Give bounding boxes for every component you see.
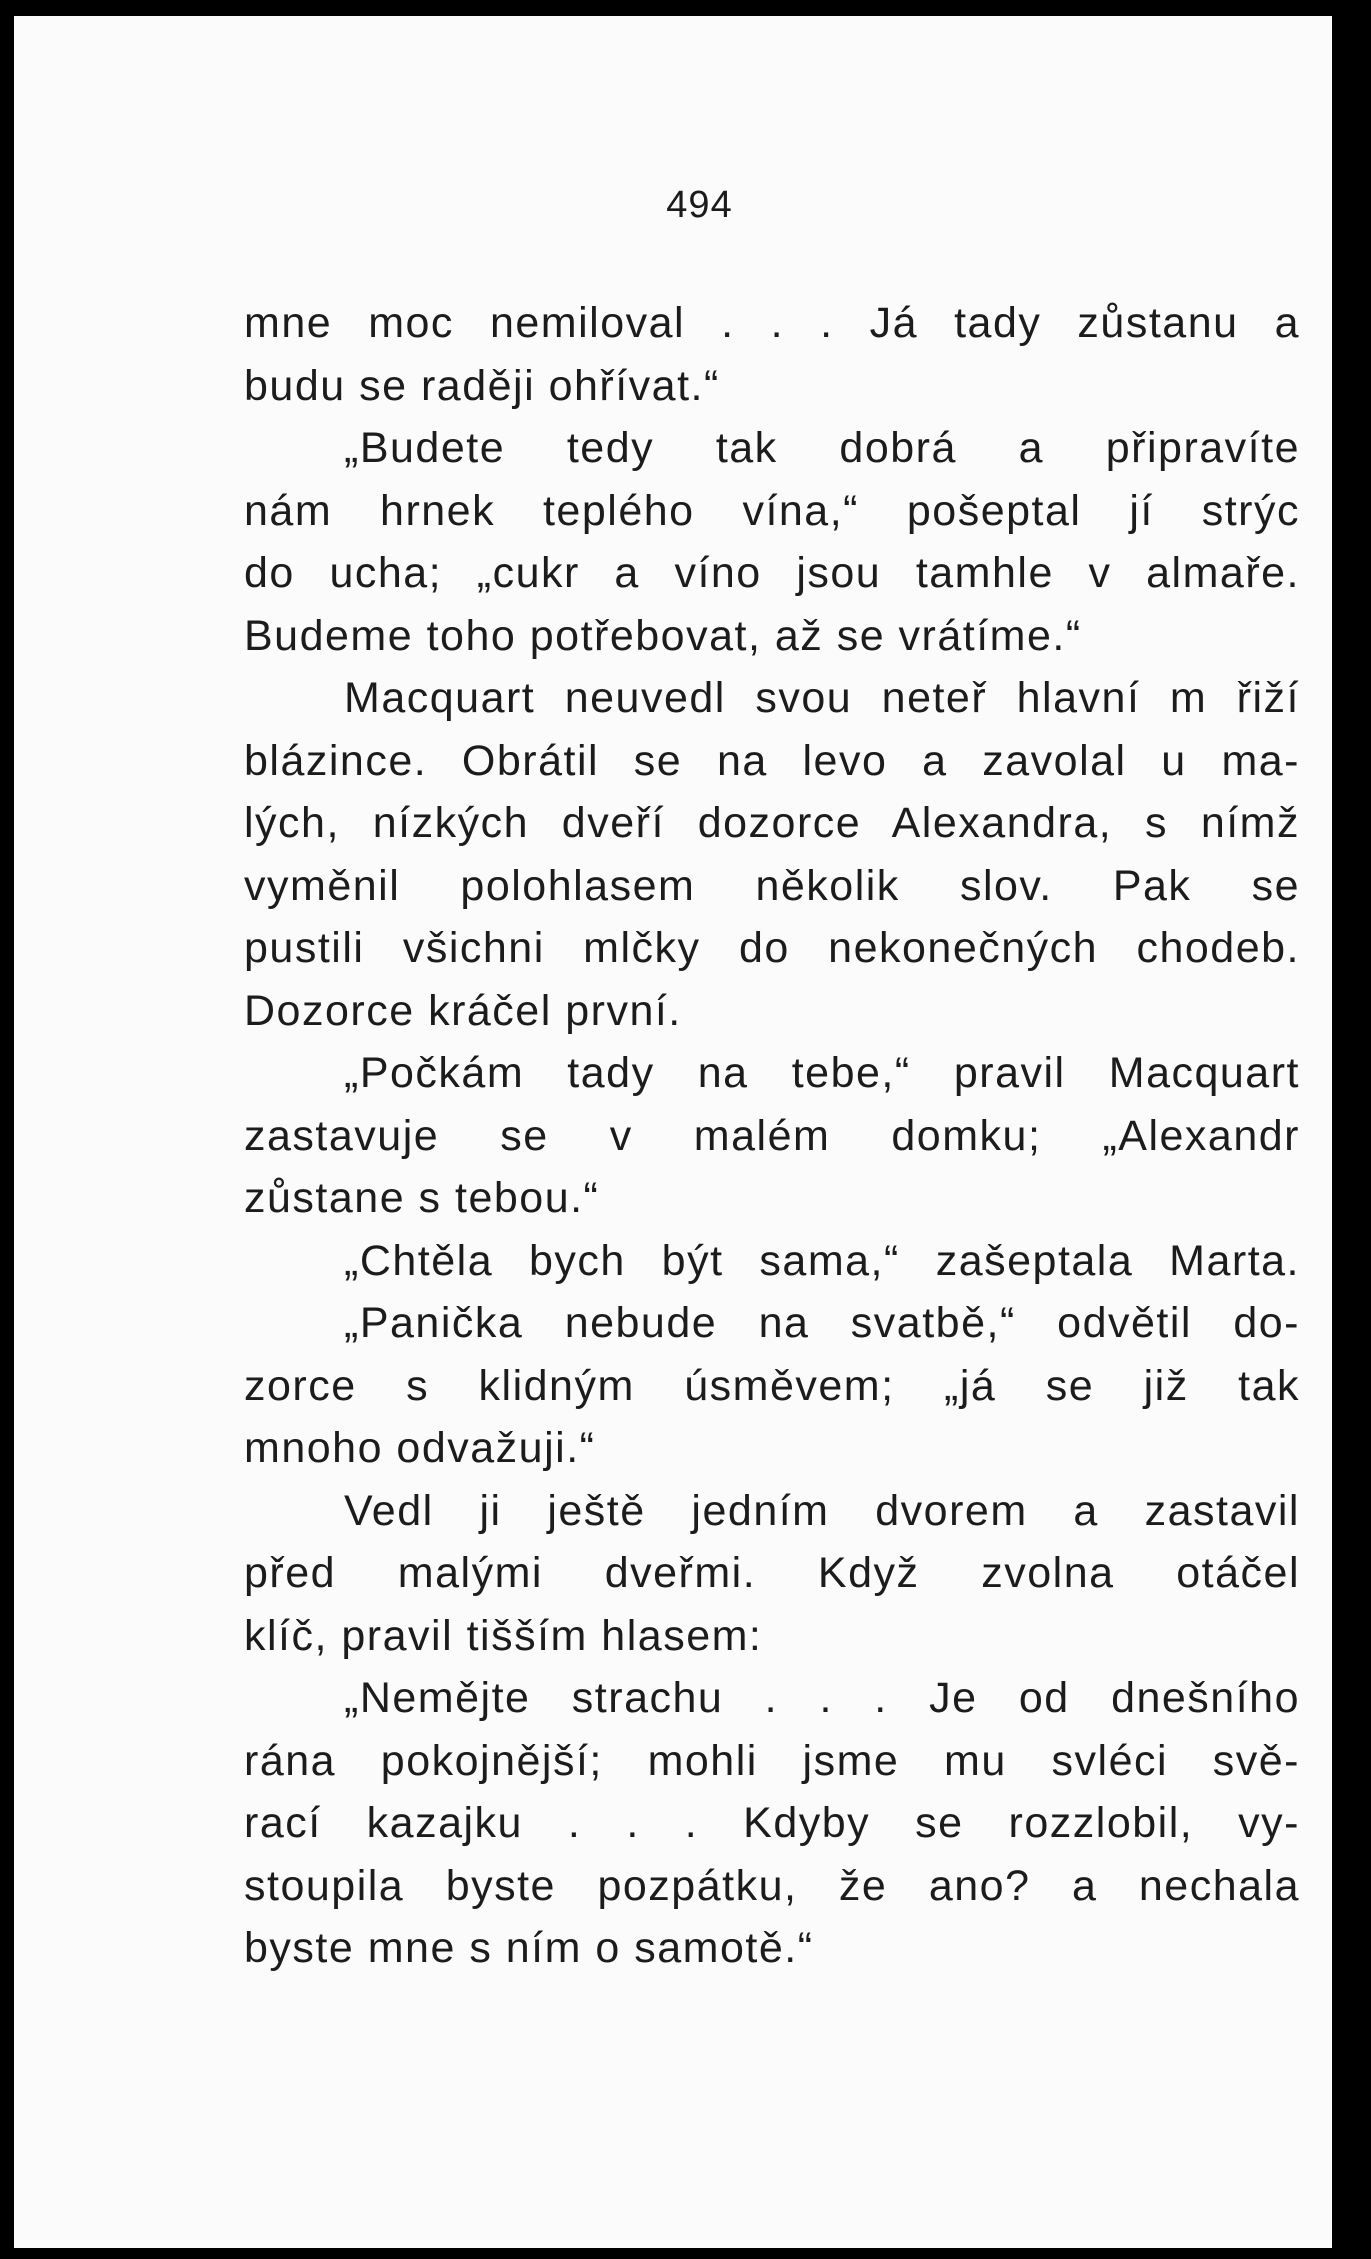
body-text: [244, 292, 1300, 1980]
text-line: vyměnil polohlasem několik slov. Pak se: [244, 861, 1300, 910]
text-line: Vedl ji ještě jedním dvorem a zastavil: [344, 1486, 1300, 1535]
page-number: 494: [666, 184, 733, 226]
text-line: „Chtěla bych být sama,“ zašeptala Marta.: [344, 1236, 1300, 1285]
text-line: „Nemějte strachu . . . Je od dnešního: [344, 1674, 1300, 1722]
text-line: zůstane s tebou.“: [244, 1174, 600, 1222]
text-line: mnoho odvažuji.“: [244, 1424, 596, 1472]
text-line: zorce s klidným úsměvem; „já se již tak: [244, 1361, 1300, 1410]
text-line: rána pokojnější; mohli jsme mu svléci svě-: [244, 1736, 1300, 1785]
text-line: rací kazajku . . . Kdyby se rozzlobil, vy-: [244, 1799, 1300, 1847]
text-line: stoupila byste pozpátku, že ano? a nechala: [244, 1861, 1300, 1910]
text-line: nám hrnek teplého vína,“ pošeptal jí strýc: [244, 486, 1300, 535]
text-line: „Počkám tady na tebe,“ pravil Macquart: [344, 1049, 1300, 1097]
text-line: Macquart neuvedl svou neteř hlavní m řiží: [344, 674, 1300, 722]
text-line: byste mne s ním o samotě.“: [244, 1924, 814, 1972]
text-line: klíč, pravil tišším hlasem:: [244, 1611, 763, 1660]
text-line: budu se raději ohřívat.“: [244, 361, 720, 410]
text-line: do ucha; „cukr a víno jsou tamhle v almaře.: [244, 549, 1300, 597]
text-line: „Panička nebude na svatbě,“ odvětil do-: [344, 1299, 1300, 1347]
text-line: lých, nízkých dveří dozorce Alexandra, s nímž: [244, 799, 1300, 847]
text-line: zastavuje se v malém domku; „Alexandr: [244, 1111, 1300, 1160]
text-line: Budeme toho potřebovat, až se vrátíme.“: [244, 611, 1082, 660]
book-page: [14, 16, 1332, 2248]
text-line: pustili všichni mlčky do nekonečných chodeb.: [244, 924, 1300, 972]
text-line: mne moc nemiloval . . . Já tady zůstanu a: [244, 299, 1300, 347]
text-line: blázince. Obrátil se na levo a zavolal u ma-: [244, 736, 1300, 785]
text-line: Dozorce kráčel první.: [244, 986, 682, 1035]
text-line: před malými dveřmi. Když zvolna otáčel: [244, 1549, 1300, 1597]
text-line: „Budete tedy tak dobrá a připravíte: [344, 424, 1300, 472]
